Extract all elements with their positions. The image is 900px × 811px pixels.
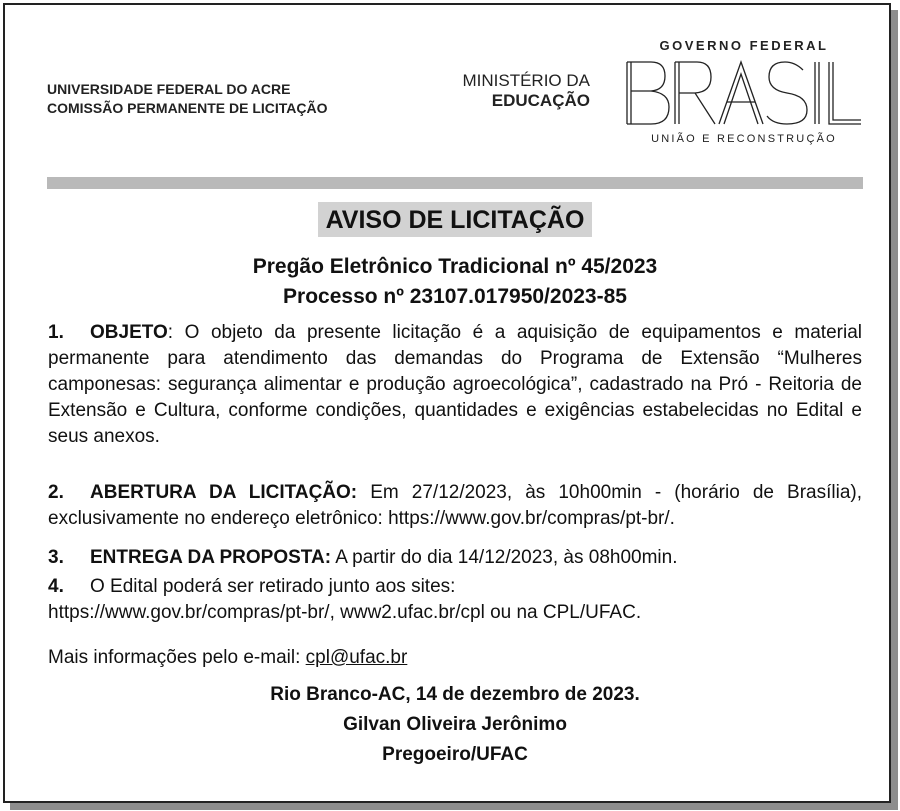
email-link[interactable]: cpl@ufac.br: [305, 647, 408, 668]
item-2: [48, 480, 862, 532]
item-3: [48, 545, 862, 571]
header-divider: [47, 177, 863, 189]
item-heading: ENTREGA DA PROPOSTA:: [90, 547, 332, 568]
item-text: Em 27/12/2023, às 10h00min - (horário de Brasília), exclusivamente no endereço eletrônico: https://www.gov.br/compras/pt-br/.: [48, 482, 863, 529]
institution-name: UNIVERSIDADE FEDERAL DO ACRE: [47, 81, 291, 97]
place-date: Rio Branco-AC, 14 de dezembro de 2023.: [270, 684, 640, 705]
item-text: : O objeto da presente licitação é a aquisição de equipamentos e material permanente para atendimento das demandas do Programa de Extensão “Mulheres camponesas: segurança alimentar e produção agroecológica”, cadastrado na Pró - Reitoria de Extensão e Cultura, conforme condições, quantidades e exigências estabelecidas no Edital e seus anexos.: [48, 322, 862, 447]
item-number: 1.: [48, 322, 64, 343]
pregao-line: Pregão Eletrônico Tradicional nº 45/2023: [252, 255, 658, 278]
brasil-logo: [625, 60, 863, 126]
institution-block: [47, 80, 328, 118]
item-heading: ABERTURA DA LICITAÇÃO:: [90, 482, 358, 503]
contact-label: Mais informações pelo e-mail:: [48, 647, 306, 668]
gov-slogan: UNIÃO E RECONSTRUÇÃO: [651, 133, 837, 145]
gov-title: GOVERNO FEDERAL: [659, 38, 829, 53]
item-heading: OBJETO: [90, 322, 168, 343]
item-text: O Edital poderá ser retirado junto aos sites:: [90, 576, 456, 597]
commission-name: COMISSÃO PERMANENTE DE LICITAÇÃO: [47, 100, 328, 116]
item-number: 3.: [48, 547, 64, 568]
contact-line: [48, 645, 862, 671]
item-1: [48, 320, 862, 450]
item-text: A partir do dia 14/12/2023, às 08h00min.: [331, 547, 678, 568]
ministry-logo: [440, 71, 590, 111]
notice-title: AVISO DE LICITAÇÃO: [318, 202, 593, 237]
ministry-line2: EDUCAÇÃO: [491, 91, 590, 110]
signer-name: Gilvan Oliveira Jerônimo: [343, 714, 567, 735]
item-number: 2.: [48, 482, 64, 503]
title-wrap: [0, 202, 900, 237]
processo-line: Processo nº 23107.017950/2023-85: [283, 285, 627, 308]
signer-role: Pregoeiro/UFAC: [382, 744, 528, 765]
item-text-urls: https://www.gov.br/compras/pt-br/, www2.ufac.br/cpl ou na CPL/UFAC.: [48, 602, 642, 623]
item-4: [48, 574, 862, 626]
item-number: 4.: [48, 576, 64, 597]
ministry-line1: MINISTÉRIO DA: [462, 71, 590, 90]
